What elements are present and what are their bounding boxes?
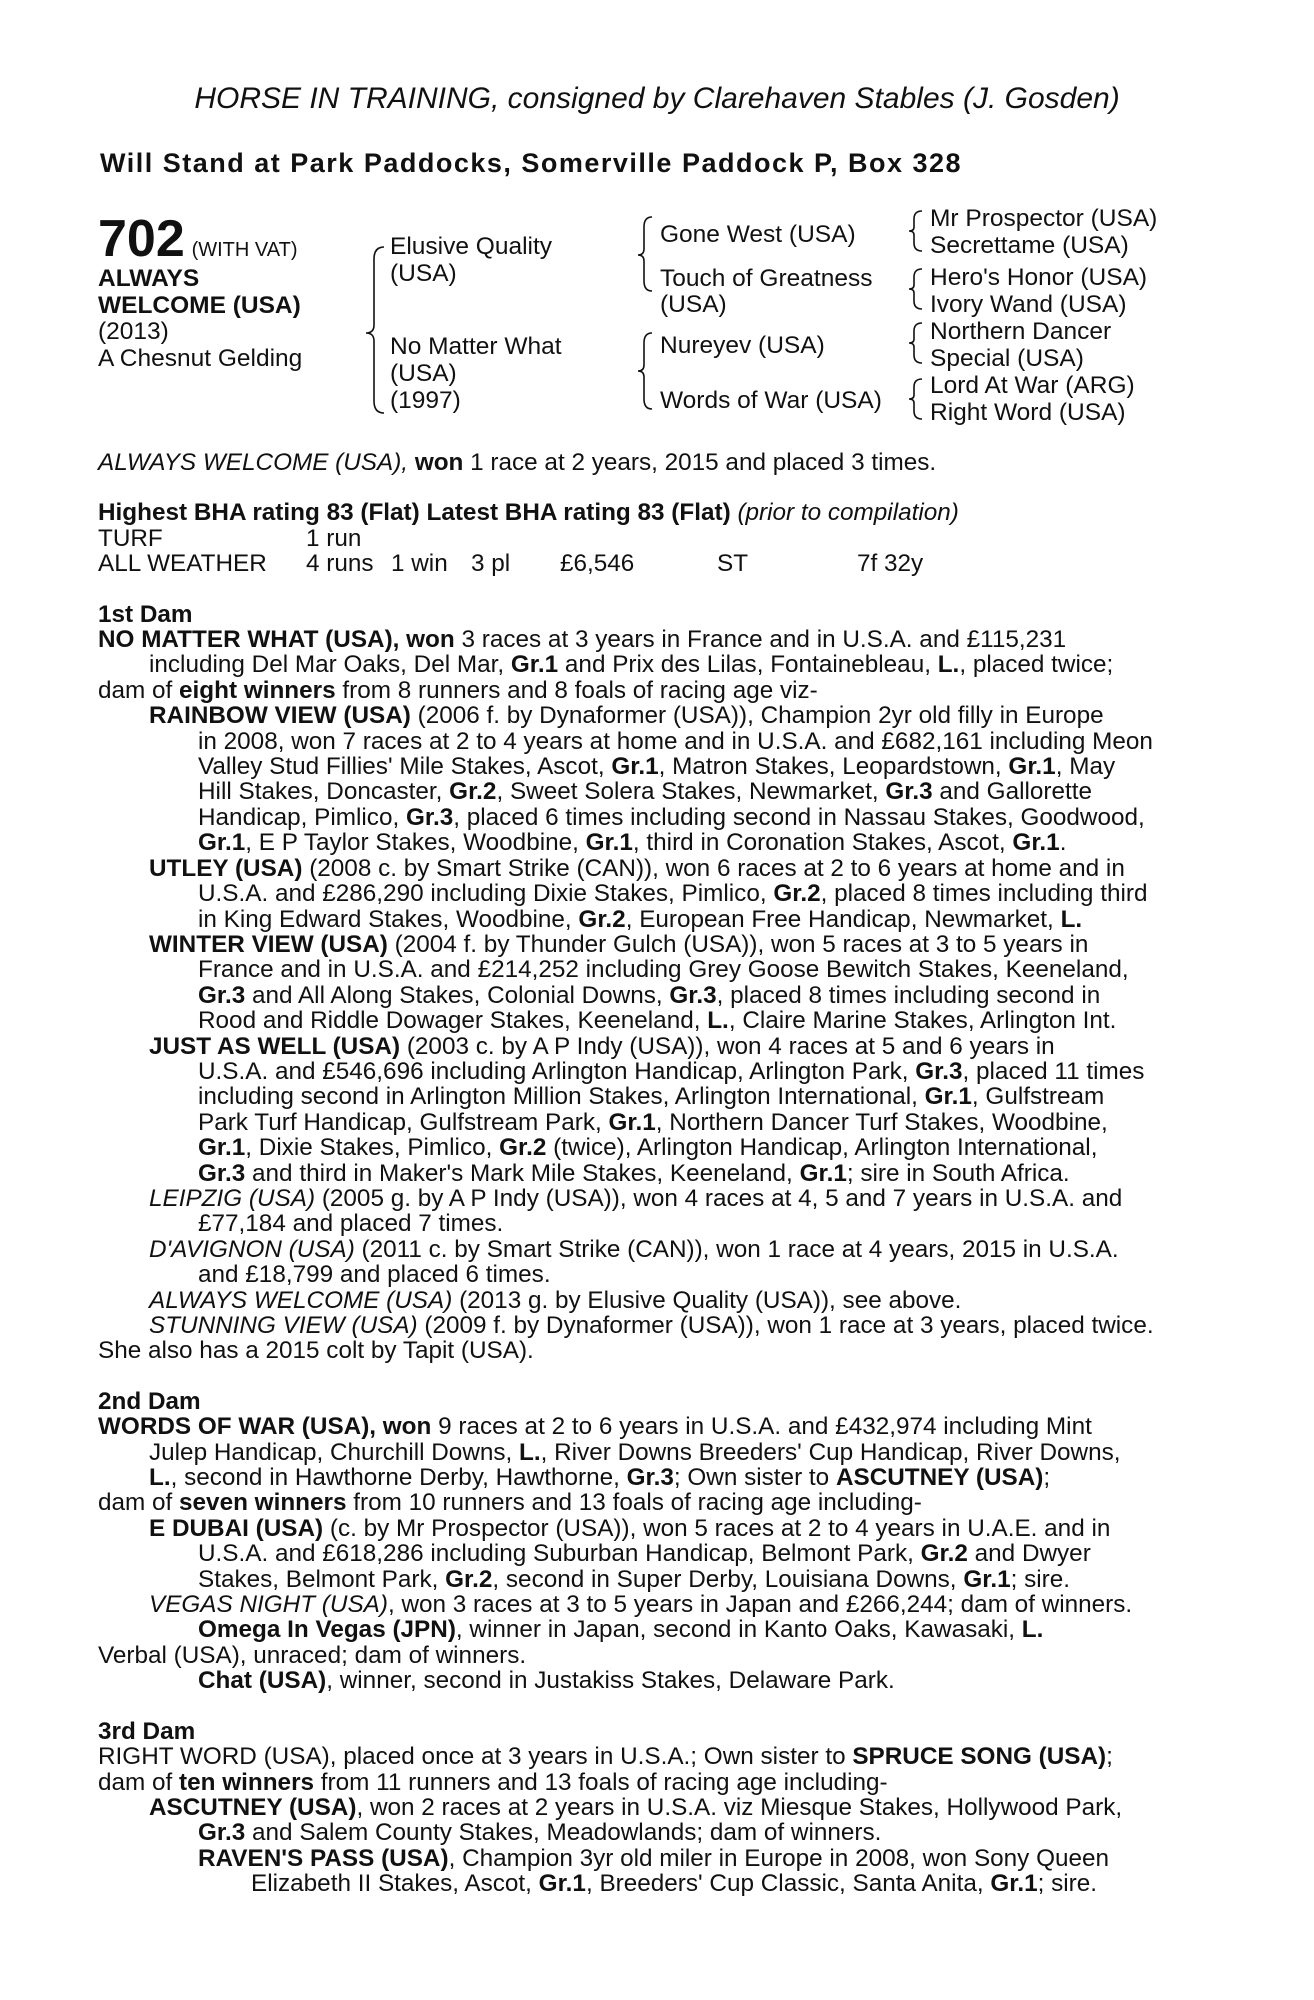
progeny-line: Gr.3 and Salem County Stakes, Meadowlands; dam of winners. <box>198 1819 882 1847</box>
progeny-line: Stakes, Belmont Park, Gr.2, second in Super Derby, Louisiana Downs, Gr.1; sire. <box>198 1565 1070 1593</box>
progeny-line: in King Edward Stakes, Woodbine, Gr.2, European Free Handicap, Newmarket, L. <box>198 905 1083 933</box>
second-dam-heading: 2nd Dam <box>98 1387 201 1415</box>
first-dam-line: dam of eight winners from 8 runners and 8 foals of racing age viz- <box>98 676 818 704</box>
dam-country: (USA) <box>390 360 457 387</box>
gg-dam-1: Secrettame (USA) <box>930 232 1129 259</box>
dam-year: (1997) <box>390 387 461 414</box>
sire-country: (USA) <box>390 260 457 287</box>
second-dam-line: L., second in Hawthorne Derby, Hawthorne, Gr.3; Own sister to ASCUTNEY (USA); <box>149 1464 1051 1492</box>
progeny-line: including second in Arlington Million Stakes, Arlington International, Gr.1, Gulfstream <box>198 1083 1105 1111</box>
second-dam-line: Julep Handicap, Churchill Downs, L., River Downs Breeders' Cup Handicap, River Downs, <box>149 1438 1121 1466</box>
horse-year: (2013) <box>98 318 169 345</box>
progeny-entry: WINTER VIEW (USA) (2004 f. by Thunder Gulch (USA)), won 5 races at 3 to 5 years in <box>149 930 1089 958</box>
progeny-line: Gr.3 and third in Maker's Mark Mile Stakes, Keeneland, Gr.1; sire in South Africa. <box>198 1159 1070 1187</box>
dam-sire: Nureyev (USA) <box>660 332 825 359</box>
grand-progeny-entry: RAVEN'S PASS (USA), Champion 3yr old miler in Europe in 2008, won Sony Queen <box>198 1844 1110 1872</box>
progeny-line: Valley Stud Fillies' Mile Stakes, Ascot, Gr.1, Matron Stakes, Leopardstown, Gr.1, May <box>198 753 1116 781</box>
second-dam-line: dam of seven winners from 10 runners and 13 foals of racing age including- <box>98 1489 922 1517</box>
sire-sire: Gone West (USA) <box>660 221 856 248</box>
first-dam-heading: 1st Dam <box>98 600 193 628</box>
third-dam-heading: 3rd Dam <box>98 1717 196 1745</box>
lot-number-row <box>98 210 298 268</box>
progeny-line: Gr.3 and All Along Stakes, Colonial Downs, Gr.3, placed 8 times including second in <box>198 981 1101 1009</box>
progeny-entry: RAINBOW VIEW (USA) (2006 f. by Dynaformer (USA)), Champion 2yr old filly in Europe <box>149 702 1104 730</box>
progeny-line: Rood and Riddle Dowager Stakes, Keeneland, L., Claire Marine Stakes, Arlington Int. <box>198 1007 1117 1035</box>
all-weather-record: ALL WEATHER 4 runs 1 win 3 pl £6,546 ST 7f 32y <box>98 550 924 578</box>
sire-name: Elusive Quality <box>390 233 553 260</box>
gg-sire-2: Hero's Honor (USA) <box>930 264 1148 291</box>
first-dam-line: including Del Mar Oaks, Del Mar, Gr.1 and Prix des Lilas, Fontainebleau, L., placed twice; <box>149 651 1114 679</box>
progeny-line: Gr.1, E P Taylor Stakes, Woodbine, Gr.1, third in Coronation Stakes, Ascot, Gr.1. <box>198 829 1067 857</box>
consignor-line: HORSE IN TRAINING, consigned by Clarehaven Stables (J. Gosden) <box>194 82 1120 115</box>
turf-record: TURF 1 run <box>98 524 362 552</box>
first-dam-line: NO MATTER WHAT (USA), won 3 races at 3 years in France and in U.S.A. and £115,231 <box>98 626 1067 654</box>
pedigree-block <box>0 205 1314 435</box>
progeny-entry: JUST AS WELL (USA) (2003 c. by A P Indy (USA)), won 4 races at 5 and 6 years in <box>149 1032 1055 1060</box>
horse-name-line1: ALWAYS <box>98 265 200 292</box>
horse-description: A Chesnut Gelding <box>98 345 303 372</box>
race-summary: ALWAYS WELCOME (USA), won 1 race at 2 years, 2015 and placed 3 times. <box>98 449 937 476</box>
bha-rating-line: Highest BHA rating 83 (Flat) Latest BHA rating 83 (Flat) (prior to compilation) <box>98 499 959 527</box>
progeny-line: Park Turf Handicap, Gulfstream Park, Gr.1, Northern Dancer Turf Stakes, Woodbine, <box>198 1108 1108 1136</box>
third-dam-line: RIGHT WORD (USA), placed once at 3 years in U.S.A.; Own sister to SPRUCE SONG (USA); <box>98 1743 1113 1771</box>
stand-location: Will Stand at Park Paddocks, Somerville Paddock P, Box 328 <box>100 148 963 178</box>
progeny-line: in 2008, won 7 races at 2 to 4 years at home and in U.S.A. and £682,161 including Meon <box>198 727 1153 755</box>
progeny-entry: D'AVIGNON (USA) (2011 c. by Smart Strike (CAN)), won 1 race at 4 years, 2015 in U.S.A. <box>149 1235 1119 1263</box>
vat-note: (WITH VAT) <box>191 239 298 261</box>
progeny-line: and £18,799 and placed 6 times. <box>198 1261 551 1289</box>
gg-dam-4: Right Word (USA) <box>930 399 1126 426</box>
gg-sire-3a: Northern Dancer <box>930 318 1112 345</box>
progeny-entry: UTLEY (USA) (2008 c. by Smart Strike (CAN)), won 6 races at 2 to 6 years at home and in <box>149 854 1125 882</box>
gg-sire-4: Lord At War (ARG) <box>930 372 1135 399</box>
progeny-entry: VEGAS NIGHT (USA), won 3 races at 3 to 5 years in Japan and £266,244; dam of winners. <box>149 1591 1133 1619</box>
progeny-entry: LEIPZIG (USA) (2005 g. by A P Indy (USA)), won 4 races at 4, 5 and 7 years in U.S.A. and <box>149 1184 1123 1212</box>
progeny-line: U.S.A. and £618,286 including Suburban Handicap, Belmont Park, Gr.2 and Dwyer <box>198 1540 1091 1568</box>
gg-dam-2: Ivory Wand (USA) <box>930 291 1127 318</box>
gg-sire-1: Mr Prospector (USA) <box>930 205 1158 232</box>
lot-number: 702 <box>98 210 185 268</box>
dam-name: No Matter What <box>390 333 562 360</box>
progeny-line: Handicap, Pimlico, Gr.3, placed 6 times including second in Nassau Stakes, Goodwood, <box>198 803 1145 831</box>
first-dam-note: She also has a 2015 colt by Tapit (USA). <box>98 1337 534 1365</box>
progeny-line: France and in U.S.A. and £214,252 including Grey Goose Bewitch Stakes, Keeneland, <box>198 956 1129 984</box>
dam-dam: Words of War (USA) <box>660 387 882 414</box>
progeny-entry: ASCUTNEY (USA), won 2 races at 2 years in U.S.A. viz Miesque Stakes, Hollywood Park, <box>149 1793 1123 1821</box>
gg-sire-3b: Special (USA) <box>930 345 1084 372</box>
progeny-entry: E DUBAI (USA) (c. by Mr Prospector (USA)), won 5 races at 2 to 4 years in U.A.E. and in <box>149 1514 1111 1542</box>
progeny-entry: Verbal (USA), unraced; dam of winners. <box>98 1641 527 1669</box>
progeny-entry: STUNNING VIEW (USA) (2009 f. by Dynaformer (USA)), won 1 race at 3 years, placed twice. <box>149 1312 1154 1339</box>
catalogue-text <box>98 450 1214 1897</box>
progeny-line: U.S.A. and £286,290 including Dixie Stakes, Pimlico, Gr.2, placed 8 times including third <box>198 880 1148 908</box>
progeny-line: Hill Stakes, Doncaster, Gr.2, Sweet Solera Stakes, Newmarket, Gr.3 and Gallorette <box>198 778 1093 806</box>
progeny-entry: ALWAYS WELCOME (USA) (2013 g. by Elusive Quality (USA)), see above. <box>149 1286 962 1314</box>
progeny-line: £77,184 and placed 7 times. <box>198 1210 504 1238</box>
second-dam-line: WORDS OF WAR (USA), won 9 races at 2 to 6 years in U.S.A. and £432,974 including Mint <box>98 1413 1092 1441</box>
horse-name-line2: WELCOME (USA) <box>98 292 301 319</box>
grand-progeny-entry: Omega In Vegas (JPN), winner in Japan, second in Kanto Oaks, Kawasaki, L. <box>198 1616 1044 1644</box>
sire-dam-country: (USA) <box>660 291 727 318</box>
grand-progeny-entry: Chat (USA), winner, second in Justakiss Stakes, Delaware Park. <box>198 1667 895 1695</box>
grand-progeny-line: Elizabeth II Stakes, Ascot, Gr.1, Breeders' Cup Classic, Santa Anita, Gr.1; sire. <box>251 1870 1098 1898</box>
progeny-line: Gr.1, Dixie Stakes, Pimlico, Gr.2 (twice), Arlington Handicap, Arlington International, <box>198 1134 1098 1162</box>
sire-dam-name: Touch of Greatness <box>660 265 873 292</box>
progeny-line: U.S.A. and £546,696 including Arlington Handicap, Arlington Park, Gr.3, placed 11 times <box>198 1057 1145 1085</box>
third-dam-line: dam of ten winners from 11 runners and 13 foals of racing age including- <box>98 1768 888 1796</box>
